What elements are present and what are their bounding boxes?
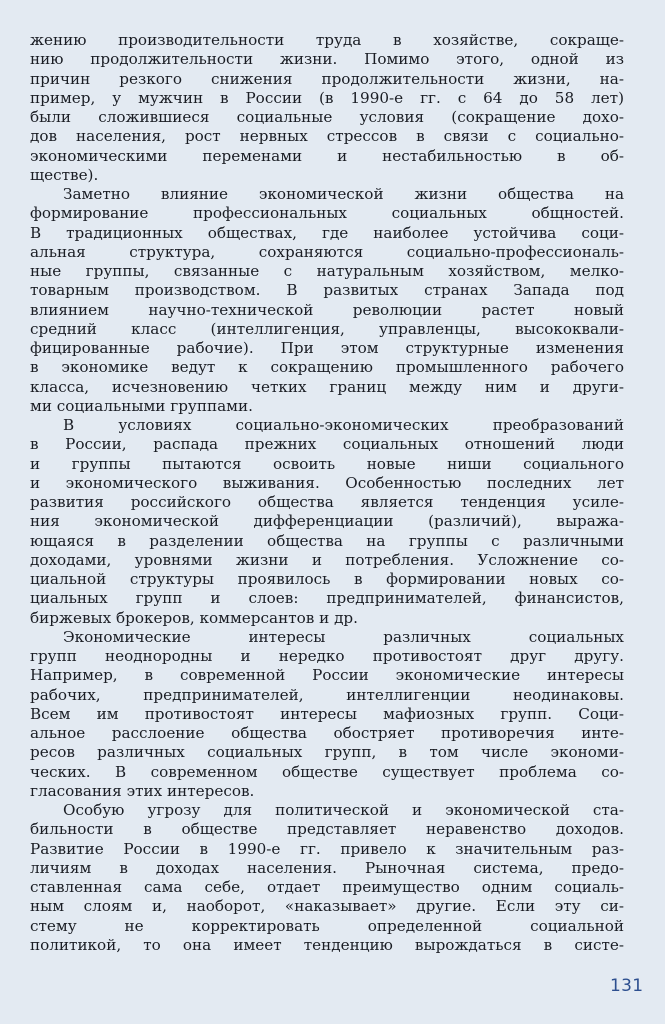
text-line: ми социальными группами. xyxy=(30,396,253,415)
text-line: циальной структуры проявилось в формировании новых со- xyxy=(30,570,624,588)
text-line: товарным производством. В развитых странах Запада под xyxy=(30,281,624,300)
text-line: гласования этих интересов. xyxy=(30,781,255,800)
page-number: 131 xyxy=(610,976,644,996)
text-line: нию продолжительности жизни. Помимо этого, одной из xyxy=(30,50,624,69)
text-line: были сложившиеся социальные условия (сокращение дохо- xyxy=(30,108,624,126)
text-line: рабочих, предпринимателей, интеллигенции неодинаковы. xyxy=(30,685,624,704)
text-line: дов населения, рост нервных стрессов в связи с социально- xyxy=(30,127,624,146)
text-line: В традиционных обществах, где наиболее устойчива соци- xyxy=(30,223,624,242)
text-line: В условиях социально-экономических преобразований xyxy=(63,416,624,434)
text-line: биржевых брокеров, коммерсантов и др. xyxy=(30,608,358,627)
text-line: ресов различных социальных групп, в том числе экономи- xyxy=(30,743,624,762)
text-line: ставленная сама себе, отдает преимущество одним социаль- xyxy=(30,878,624,896)
text-line: ным слоям и, наоборот, «наказывает» другие. Если эту си- xyxy=(30,897,624,916)
text-line: личиям в доходах населения. Рыночная система, предо- xyxy=(30,858,624,877)
text-line: циальных групп и слоев: предпринимателей, финансистов, xyxy=(30,589,624,608)
text-line: политикой, то она имеет тенденцию вырождаться в систе- xyxy=(30,935,624,954)
text-line: жению производительности труда в хозяйстве, сокраще- xyxy=(30,31,624,49)
text-line: Экономические интересы различных социальных xyxy=(63,627,624,646)
text-line: и группы пытаются освоить новые ниши социального xyxy=(30,454,624,473)
body-text xyxy=(30,31,624,955)
text-line: ния экономической дифференциации (различий), выража- xyxy=(30,512,624,531)
text-line: ществе). xyxy=(30,165,99,184)
text-line: в экономике ведут к сокращению промышленного рабочего xyxy=(30,358,624,377)
text-line: альная структура, сохраняются социально-профессиональ- xyxy=(30,242,624,261)
text-line: Всем им противостоят интересы мафиозных групп. Соци- xyxy=(30,704,624,723)
text-line: причин резкого снижения продолжительности жизни, на- xyxy=(30,69,624,88)
text-line: пример, у мужчин в России (в 1990-е гг. с 64 до 58 лет) xyxy=(30,88,624,107)
text-line: влиянием научно-технической революции растет новый xyxy=(30,300,624,319)
text-line: экономическими переменами и нестабильностью в об- xyxy=(30,146,624,165)
text-line: фицированные рабочие). При этом структурные изменения xyxy=(30,339,624,357)
text-line: в России, распада прежних социальных отношений люди xyxy=(30,435,624,454)
text-line: Например, в современной России экономические интересы xyxy=(30,666,624,685)
text-line: Особую угрозу для политической и экономической ста- xyxy=(63,801,624,819)
text-line: формирование профессиональных социальных общностей. xyxy=(30,204,624,223)
text-line: и экономического выживания. Особенностью последних лет xyxy=(30,473,624,492)
text-line: доходами, уровнями жизни и потребления. Усложнение со- xyxy=(30,550,624,569)
text-line: Развитие России в 1990-е гг. привело к значительным раз- xyxy=(30,839,624,858)
text-line: бильности в обществе представляет неравенство доходов. xyxy=(30,820,624,839)
text-line: средний класс (интеллигенция, управленцы, высококвали- xyxy=(30,319,624,338)
text-line: групп неоднородны и нередко противостоят друг другу. xyxy=(30,647,624,665)
text-line: ющаяся в разделении общества на группы с различными xyxy=(30,531,624,550)
text-line: ческих. В современном обществе существует проблема со- xyxy=(30,762,624,781)
text-line: стему не корректировать определенной социальной xyxy=(30,916,624,935)
text-line: ные группы, связанные с натуральным хозяйством, мелко- xyxy=(30,262,624,280)
text-line: развития российского общества является тенденция усиле- xyxy=(30,493,624,511)
text-line: Заметно влияние экономической жизни общества на xyxy=(63,185,624,203)
text-line: альное расслоение общества обостряет противоречия инте- xyxy=(30,724,624,742)
text-line: класса, исчезновению четких границ между ним и други- xyxy=(30,377,624,396)
